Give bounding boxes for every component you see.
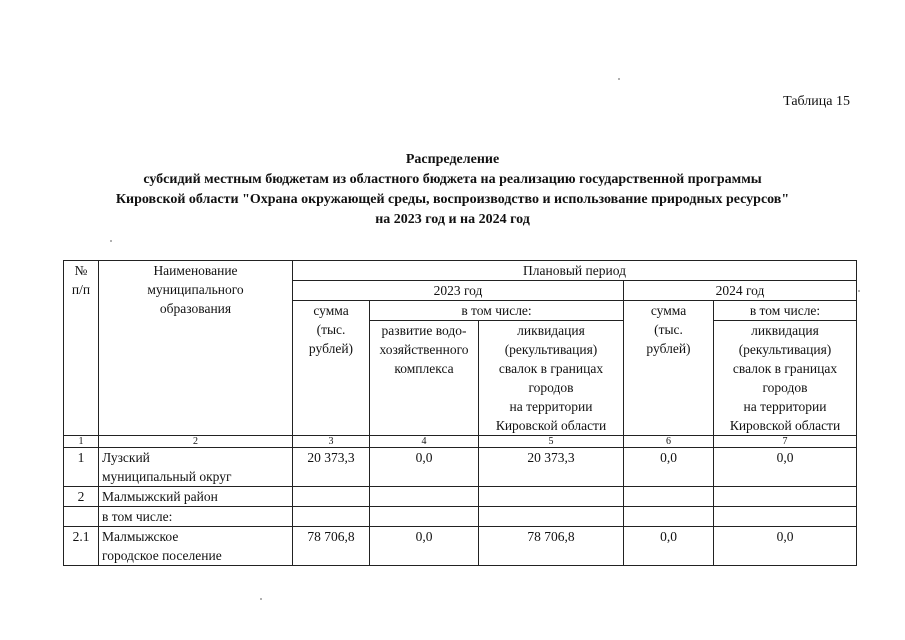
- column-number: 1: [64, 436, 99, 448]
- header-row-1: [64, 261, 857, 281]
- header-num: № п/п: [64, 261, 99, 436]
- row-sum-2023: [293, 487, 370, 507]
- row-sum-2023: 78 706,8: [293, 527, 370, 566]
- row-municipality: Малмыжское городское поселение: [99, 527, 293, 566]
- title-line-1: Распределение: [405, 152, 500, 167]
- title-line-4: на 2023 год и на 2024 год: [375, 212, 530, 227]
- row-landfill-2023: 78 706,8: [479, 527, 624, 566]
- column-number: 4: [370, 436, 479, 448]
- header-year-2024: 2024 год: [624, 281, 857, 301]
- header-planned-period: Плановый период: [293, 261, 857, 281]
- title-line-3: Кировской области "Охрана окружающей среды, воспроизводство и использование природных ресурсов": [115, 192, 790, 207]
- header-name: Наименование муниципального образования: [99, 261, 293, 436]
- table-row: [64, 527, 857, 566]
- header-landfill-liquidation-2024: ликвидация (рекультивация) свалок в границах городов на территории Кировской области: [714, 321, 857, 436]
- row-sum-2024: 0,0: [624, 527, 714, 566]
- row-water-development: [370, 487, 479, 507]
- table-row: [64, 448, 857, 487]
- column-number: 3: [293, 436, 370, 448]
- row-municipality: Малмыжский район: [99, 487, 293, 507]
- row-municipality: Лузский муниципальный округ: [99, 448, 293, 487]
- row-sum-2024: [624, 487, 714, 507]
- subsidy-table: [63, 260, 857, 566]
- header-including-2023: в том числе:: [370, 301, 624, 321]
- row-landfill-2024: 0,0: [714, 527, 857, 566]
- scan-speck: [618, 78, 620, 80]
- scan-speck: [858, 290, 860, 292]
- row-landfill-2024: [714, 487, 857, 507]
- header-year-2023: 2023 год: [293, 281, 624, 301]
- document-title: [0, 150, 905, 230]
- row-water-development: [370, 507, 479, 527]
- row-sum-2023: 20 373,3: [293, 448, 370, 487]
- header-sum-2023: сумма (тыс. рублей): [293, 301, 370, 436]
- header-water-development: развитие водо- хозяйственного комплекса: [370, 321, 479, 436]
- row-landfill-2024: [714, 507, 857, 527]
- header-landfill-liquidation-2023: ликвидация (рекультивация) свалок в границах городов на территории Кировской области: [479, 321, 624, 436]
- scan-speck: [110, 240, 112, 242]
- scan-speck: [260, 598, 262, 600]
- row-municipality: в том числе:: [99, 507, 293, 527]
- row-num: [64, 507, 99, 527]
- row-sum-2024: 0,0: [624, 448, 714, 487]
- row-num: 1: [64, 448, 99, 487]
- column-number: 7: [714, 436, 857, 448]
- row-landfill-2023: [479, 507, 624, 527]
- row-num: 2: [64, 487, 99, 507]
- row-water-development: 0,0: [370, 448, 479, 487]
- header-sum-2024: сумма (тыс. рублей): [624, 301, 714, 436]
- title-line-2: субсидий местным бюджетам из областного бюджета на реализацию государственной программы: [143, 172, 762, 187]
- row-landfill-2024: 0,0: [714, 448, 857, 487]
- row-water-development: 0,0: [370, 527, 479, 566]
- header-including-2024: в том числе:: [714, 301, 857, 321]
- row-landfill-2023: 20 373,3: [479, 448, 624, 487]
- column-numbers-row: [64, 436, 857, 448]
- table-row: [64, 487, 857, 507]
- row-sum-2023: [293, 507, 370, 527]
- table-row: [64, 507, 857, 527]
- column-number: 6: [624, 436, 714, 448]
- row-num: 2.1: [64, 527, 99, 566]
- row-landfill-2023: [479, 487, 624, 507]
- column-number: 2: [99, 436, 293, 448]
- column-number: 5: [479, 436, 624, 448]
- table-number-label: Таблица 15: [783, 94, 850, 109]
- row-sum-2024: [624, 507, 714, 527]
